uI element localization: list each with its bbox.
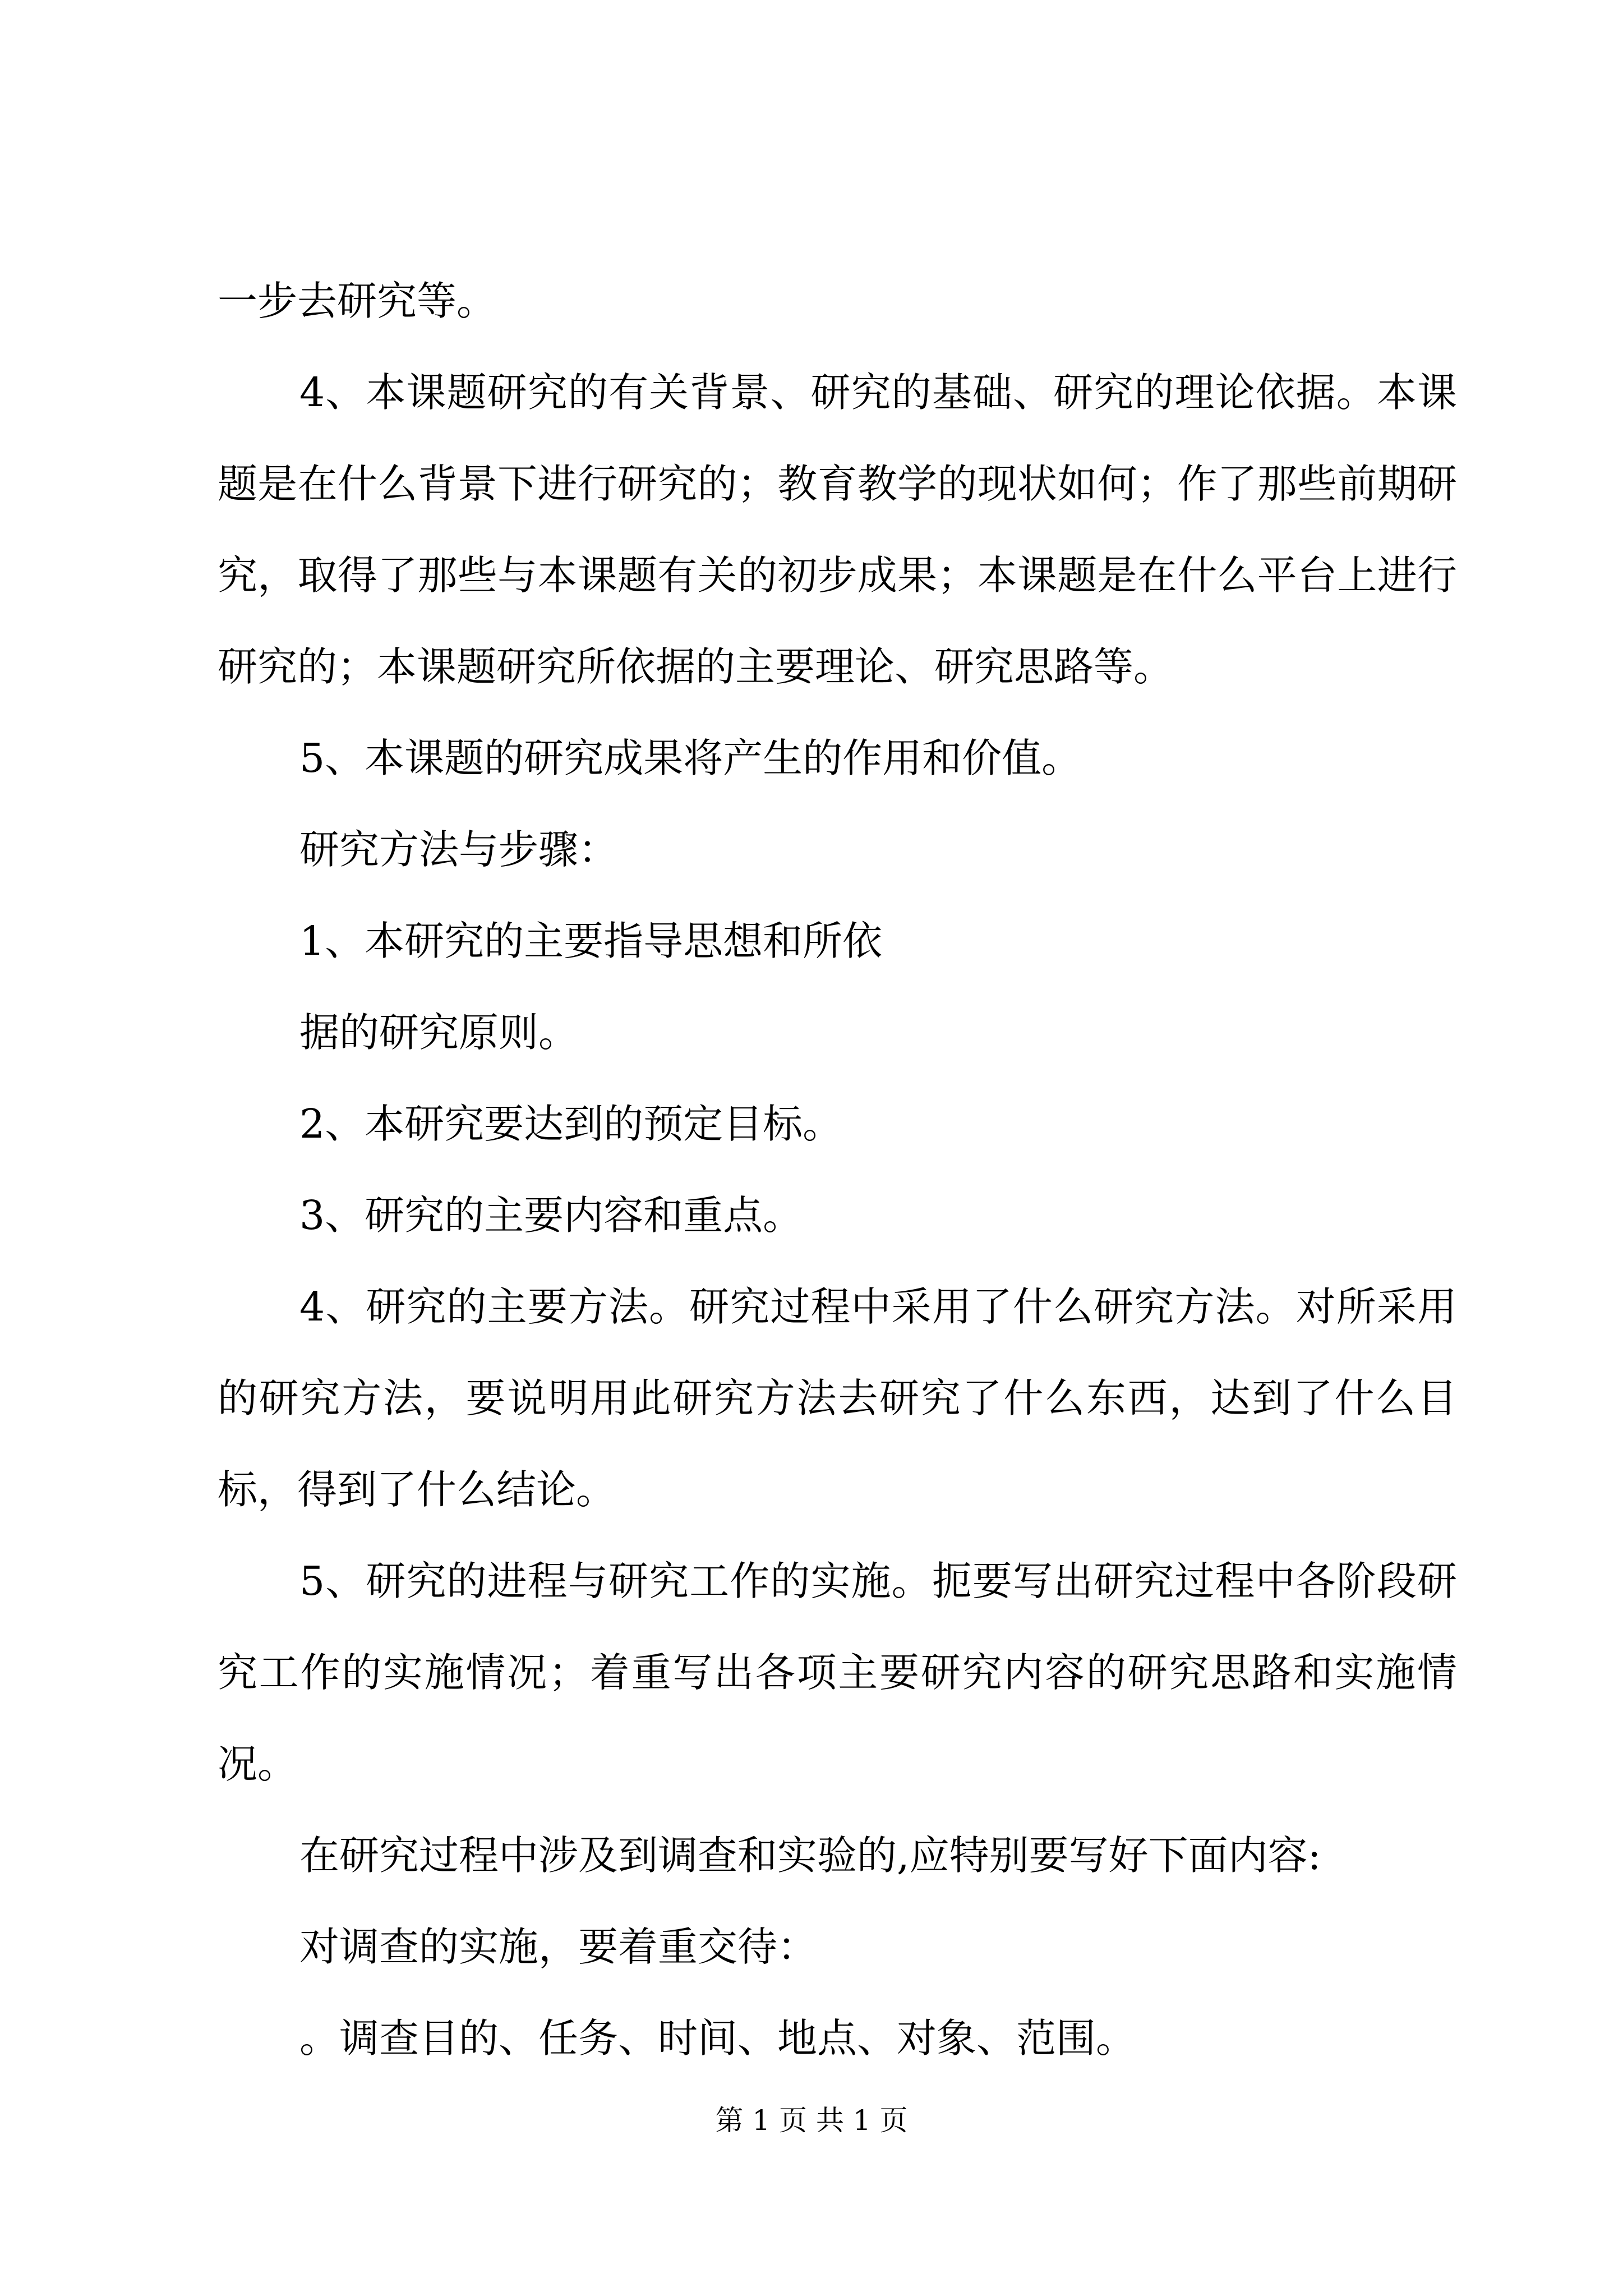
- section-heading: 研究方法与步骤：: [299, 826, 619, 873]
- paragraph: 5、研究的进程与研究工作的实施。扼要写出研究过程中各阶段研究工作的实施情况；着重写出各项主要研究内容的研究思路和实施情况。: [218, 1558, 1457, 1787]
- paragraph: 3、研究的主要内容和重点。: [299, 1192, 803, 1239]
- document-body: [218, 255, 1457, 2084]
- paragraph: 4、研究的主要方法。研究过程中采用了什么研究方法。对所采用的研究方法，要说明用此研究方法去研究了什么东西，达到了什么目标，得到了什么结论。: [218, 1283, 1457, 1513]
- paragraph: 4、本课题研究的有关背景、研究的基础、研究的理论依据。本课题是在什么背景下进行研究的；教育教学的现状如何；作了那些前期研究，取得了那些与本课题有关的初步成果；本课题是在什么平台上进行研究的；本课题研究所依据的主要理论、研究思路等。: [218, 369, 1457, 690]
- paragraph: 1、本研究的主要指导思想和所依: [299, 918, 883, 964]
- paragraph: 在研究过程中涉及到调查和实验的,应特别要写好下面内容:: [299, 1832, 1321, 1879]
- paragraph: 5、本课题的研究成果将产生的作用和价值。: [299, 735, 1082, 781]
- page-number-label: 第 1 页 共 1 页: [715, 2104, 908, 2137]
- paragraph: 2、本研究要达到的预定目标。: [299, 1101, 843, 1147]
- paragraph: 。调查目的、任务、时间、地点、对象、范围。: [299, 2015, 1136, 2062]
- paragraph: 对调查的实施，要着重交待：: [299, 1924, 818, 1970]
- paragraph: 据的研究原则。: [299, 1009, 579, 1056]
- paragraph: 一步去研究等。: [218, 278, 497, 324]
- page-footer: [0, 2101, 1623, 2140]
